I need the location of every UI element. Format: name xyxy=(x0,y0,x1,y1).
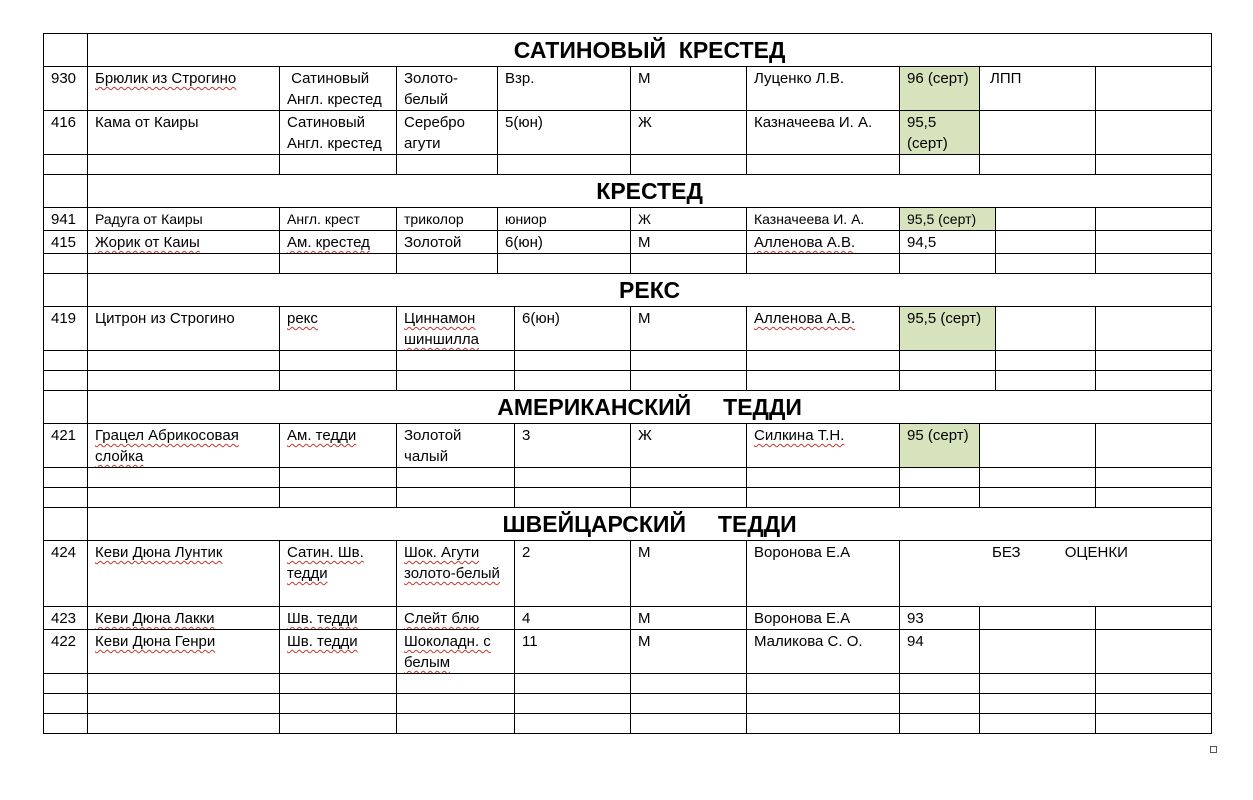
empty-cell xyxy=(996,208,1096,231)
sex: М xyxy=(631,231,747,254)
animal-name: Кеви Дюна Лакки xyxy=(88,607,280,630)
age: 6(юн) xyxy=(498,231,631,254)
owner: Казначеева И. А. xyxy=(747,208,900,231)
table-row xyxy=(44,630,1212,674)
catalog-number: 419 xyxy=(44,307,88,351)
empty-row xyxy=(44,694,1212,714)
section-title: САТИНОВЫЙ КРЕСТЕД xyxy=(88,34,1212,67)
score: 94 xyxy=(900,630,980,674)
table-resize-handle[interactable] xyxy=(1210,746,1217,753)
empty-row xyxy=(44,488,1212,508)
empty-cell xyxy=(44,508,88,541)
score: 95 (серт) xyxy=(900,424,980,468)
catalog-number: 424 xyxy=(44,541,88,607)
color: Слейт блю xyxy=(397,607,515,630)
animal-name: Кеви Дюна Генри xyxy=(88,630,280,674)
catalog-number: 423 xyxy=(44,607,88,630)
section-header-row xyxy=(44,508,1212,541)
breed: рекс xyxy=(280,307,397,351)
age: 5(юн) xyxy=(498,111,631,155)
catalog-number: 421 xyxy=(44,424,88,468)
age: 3 xyxy=(515,424,631,468)
empty-row xyxy=(44,468,1212,488)
table-row xyxy=(44,111,1212,155)
owner: Воронова Е.А xyxy=(747,607,900,630)
color: Шок. Агути золото-белый xyxy=(397,541,515,607)
color: Золото-белый xyxy=(397,67,498,111)
catalog-number: 415 xyxy=(44,231,88,254)
age: 6(юн) xyxy=(515,307,631,351)
color: Шоколадн. с белым xyxy=(397,630,515,674)
table-row xyxy=(44,607,1212,630)
score: 95,5 (серт) xyxy=(900,307,996,351)
table-row xyxy=(44,541,1212,607)
color: Золотой чалый xyxy=(397,424,515,468)
table-row xyxy=(44,67,1212,111)
color: Циннамон шиншилла xyxy=(397,307,515,351)
owner: Луценко Л.В. xyxy=(747,67,900,111)
catalog-number: 416 xyxy=(44,111,88,155)
breed: Англ. крест xyxy=(280,208,397,231)
results-table xyxy=(43,33,1212,734)
sex: М xyxy=(631,630,747,674)
score: 96 (серт) xyxy=(900,67,980,111)
breed: Ам. тедди xyxy=(280,424,397,468)
age: юниор xyxy=(498,208,631,231)
empty-row xyxy=(44,674,1212,694)
color: триколор xyxy=(397,208,498,231)
empty-cell xyxy=(44,34,88,67)
score: 93 xyxy=(900,607,980,630)
sex: Ж xyxy=(631,208,747,231)
section-title: ШВЕЙЦАРСКИЙ ТЕДДИ xyxy=(88,508,1212,541)
table-row xyxy=(44,231,1212,254)
catalog-number: 422 xyxy=(44,630,88,674)
empty-row xyxy=(44,254,1212,274)
breed: Ам. крестед xyxy=(280,231,397,254)
empty-cell xyxy=(44,391,88,424)
sex: Ж xyxy=(631,424,747,468)
breed: Шв. тедди xyxy=(280,630,397,674)
empty-row xyxy=(44,155,1212,175)
empty-row xyxy=(44,351,1212,371)
sex: М xyxy=(631,307,747,351)
empty-cell xyxy=(980,111,1096,155)
sex: М xyxy=(631,541,747,607)
score: 95,5 (серт) xyxy=(900,111,980,155)
table-row xyxy=(44,307,1212,351)
owner: Алленова А.В. xyxy=(747,307,900,351)
owner: Казначеева И. А. xyxy=(747,111,900,155)
empty-cell xyxy=(996,307,1096,351)
note: ЛПП xyxy=(980,67,1096,111)
empty-cell xyxy=(1096,231,1212,254)
sex: М xyxy=(631,607,747,630)
empty-cell xyxy=(1096,307,1212,351)
section-title: РЕКС xyxy=(88,274,1212,307)
age: 2 xyxy=(515,541,631,607)
empty-cell xyxy=(996,231,1096,254)
section-header-row xyxy=(44,391,1212,424)
breed: Сатин. Шв. тедди xyxy=(280,541,397,607)
age: Взр. xyxy=(498,67,631,111)
color: Серебро агути xyxy=(397,111,498,155)
breed: Сатиновый Англ. крестед xyxy=(280,67,397,111)
empty-cell xyxy=(1096,111,1212,155)
animal-name: Грацел Абрикосовая слойка xyxy=(88,424,280,468)
section-title: КРЕСТЕД xyxy=(88,175,1212,208)
catalog-number: 941 xyxy=(44,208,88,231)
empty-cell xyxy=(1096,67,1212,111)
empty-row xyxy=(44,714,1212,734)
section-header-row xyxy=(44,274,1212,307)
owner: Алленова А.В. xyxy=(747,231,900,254)
score: 94,5 xyxy=(900,231,996,254)
animal-name: Брюлик из Строгино xyxy=(88,67,280,111)
sex: М xyxy=(631,67,747,111)
empty-cell xyxy=(980,630,1096,674)
section-header-row xyxy=(44,34,1212,67)
animal-name: Жорик от Каиы xyxy=(88,231,280,254)
owner: Маликова С. О. xyxy=(747,630,900,674)
animal-name: Радуга от Каиры xyxy=(88,208,280,231)
section-title: АМЕРИКАНСКИЙ ТЕДДИ xyxy=(88,391,1212,424)
empty-row xyxy=(44,371,1212,391)
empty-cell xyxy=(1096,630,1212,674)
empty-cell xyxy=(44,274,88,307)
no-score-note: БЕЗ ОЦЕНКИ xyxy=(900,541,1212,607)
catalog-number: 930 xyxy=(44,67,88,111)
section-header-row xyxy=(44,175,1212,208)
age: 4 xyxy=(515,607,631,630)
empty-cell xyxy=(1096,424,1212,468)
sex: Ж xyxy=(631,111,747,155)
breed: Шв. тедди xyxy=(280,607,397,630)
table-row xyxy=(44,424,1212,468)
animal-name: Кеви Дюна Лунтик xyxy=(88,541,280,607)
animal-name: Кама от Каиры xyxy=(88,111,280,155)
table-row xyxy=(44,208,1212,231)
breed: Сатиновый Англ. крестед xyxy=(280,111,397,155)
owner: Силкина Т.Н. xyxy=(747,424,900,468)
owner: Воронова Е.А xyxy=(747,541,900,607)
empty-cell xyxy=(1096,607,1212,630)
age: 11 xyxy=(515,630,631,674)
empty-cell xyxy=(44,175,88,208)
empty-cell xyxy=(980,607,1096,630)
color: Золотой xyxy=(397,231,498,254)
animal-name: Цитрон из Строгино xyxy=(88,307,280,351)
empty-cell xyxy=(1096,208,1212,231)
score: 95,5 (серт) xyxy=(900,208,996,231)
empty-cell xyxy=(980,424,1096,468)
